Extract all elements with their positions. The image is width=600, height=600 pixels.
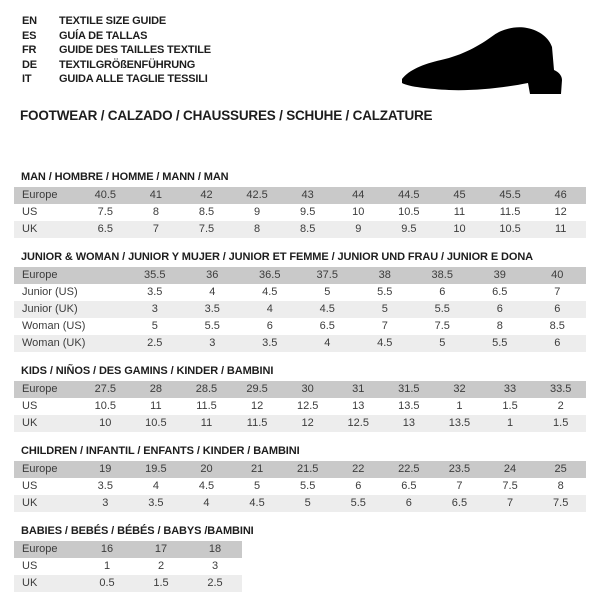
size-value: 9	[355, 223, 362, 235]
size-row	[14, 204, 586, 221]
section-title: MAN / HOMBRE / HOMME / MANN / MAN	[21, 170, 229, 183]
size-value: 1	[456, 400, 463, 412]
size-value: 9.5	[401, 223, 417, 235]
size-value: 11.5	[246, 417, 268, 429]
language-label: GUIDE DES TAILLES TEXTILE	[59, 44, 211, 56]
size-value: 25	[554, 463, 567, 475]
size-value: 7	[506, 497, 514, 509]
size-value: 5	[254, 480, 261, 492]
size-value: 46	[554, 189, 567, 201]
size-value: 38.5	[431, 269, 453, 281]
size-value: 40	[551, 269, 564, 281]
size-value: 6.5	[97, 223, 113, 235]
size-value: 3	[151, 303, 158, 315]
size-value: 5	[304, 497, 311, 509]
size-row	[14, 495, 586, 512]
size-value: 33	[503, 383, 517, 395]
size-value: 22	[352, 463, 365, 475]
size-row	[14, 221, 586, 238]
size-value: 11	[150, 400, 162, 412]
row-label: Europe	[22, 383, 58, 395]
size-value: 4	[152, 480, 159, 492]
size-value: 24	[503, 463, 517, 475]
size-value: 10.5	[398, 206, 420, 218]
size-value: 11	[554, 223, 567, 235]
language-code: DE	[22, 58, 37, 71]
size-value: 11	[453, 206, 466, 218]
size-value: 5	[439, 337, 446, 349]
size-value: 1	[103, 560, 111, 572]
size-value: 7.5	[198, 223, 215, 235]
size-value: 11	[200, 417, 213, 429]
size-value: 0.5	[99, 577, 115, 589]
size-table	[14, 381, 586, 432]
shoe-silhouette	[402, 27, 562, 94]
row-label: Junior (UK)	[22, 303, 78, 315]
size-value: 36.5	[259, 269, 281, 281]
row-label: UK	[22, 577, 38, 589]
language-label: GUIDA ALLE TAGLIE TESSILI	[59, 73, 208, 85]
size-value: 8.5	[198, 206, 215, 218]
size-value: 4	[209, 286, 216, 298]
size-value: 10.5	[94, 400, 116, 412]
language-code: IT	[22, 73, 32, 85]
size-section	[14, 525, 586, 592]
size-value: 12	[250, 400, 264, 412]
size-value: 8.5	[549, 320, 565, 332]
section-title: CHILDREN / INFANTIL / ENFANTS / KINDER / BAMBINI	[21, 444, 300, 457]
size-row	[14, 415, 586, 432]
size-value: 2	[557, 400, 564, 412]
language-label: TEXTILE SIZE GUIDE	[59, 15, 167, 27]
size-value: 7	[554, 286, 561, 298]
size-value: 5	[151, 320, 158, 332]
size-row	[14, 398, 586, 415]
size-value: 29.5	[246, 383, 268, 395]
size-value: 10	[352, 206, 365, 218]
size-value: 16	[100, 543, 114, 555]
size-value: 31	[352, 383, 365, 395]
row-label: UK	[22, 417, 38, 429]
size-value: 6.5	[492, 286, 508, 298]
size-value: 6	[266, 320, 273, 332]
size-value: 28.5	[195, 383, 218, 395]
size-tables	[14, 171, 586, 592]
size-value: 42.5	[246, 189, 268, 201]
size-row-europe	[14, 267, 586, 284]
size-value: 5.5	[350, 497, 366, 509]
shoe-icon	[396, 22, 574, 100]
size-value: 13	[402, 417, 415, 429]
size-value: 10	[99, 417, 112, 429]
size-value: 3.5	[147, 286, 163, 298]
size-table	[14, 541, 242, 592]
size-value: 2.5	[207, 577, 223, 589]
size-row-europe	[14, 541, 242, 558]
row-label: US	[22, 400, 38, 412]
size-value: 5.5	[204, 320, 220, 332]
row-label: UK	[22, 223, 38, 235]
row-label: Europe	[22, 463, 58, 475]
size-value: 5.5	[300, 480, 316, 492]
size-section	[14, 365, 586, 432]
size-value: 42	[200, 189, 213, 201]
size-value: 27.5	[94, 383, 116, 395]
row-label: Woman (UK)	[22, 337, 86, 349]
language-label: TEXTILGRÖßENFÜHRUNG	[59, 58, 196, 71]
size-row-europe	[14, 187, 586, 204]
size-value: 12	[554, 206, 567, 218]
size-value: 2.5	[147, 337, 163, 349]
size-row-europe	[14, 381, 586, 398]
size-table	[14, 187, 586, 238]
size-value: 12.5	[347, 417, 369, 429]
size-value: 37.5	[316, 269, 338, 281]
size-value: 5.5	[377, 286, 393, 298]
size-value: 4.5	[377, 337, 393, 349]
row-label: UK	[22, 497, 38, 509]
size-value: 13	[352, 400, 365, 412]
size-row	[14, 335, 586, 352]
size-row	[14, 558, 242, 575]
size-value: 9	[254, 206, 261, 218]
size-value: 13.5	[398, 400, 420, 412]
size-value: 20	[200, 463, 213, 475]
size-table	[14, 461, 586, 512]
size-value: 5	[381, 303, 388, 315]
row-label: Europe	[22, 189, 58, 201]
size-value: 21.5	[296, 463, 319, 475]
size-row	[14, 301, 586, 318]
size-value: 8	[152, 206, 159, 218]
row-label: US	[22, 206, 38, 218]
size-value: 3	[102, 497, 109, 509]
size-value: 6	[554, 303, 561, 315]
row-label: Woman (US)	[22, 320, 86, 332]
size-value: 10.5	[145, 417, 167, 429]
size-value: 12.5	[296, 400, 319, 412]
size-value: 8.5	[300, 223, 316, 235]
size-value: 3	[209, 337, 216, 349]
section-title: KIDS / NIÑOS / DES GAMINS / KINDER / BAMBINI	[21, 364, 274, 377]
size-value: 19	[99, 463, 112, 475]
size-value: 10	[453, 223, 466, 235]
size-value: 13.5	[448, 417, 471, 429]
size-value: 6.5	[451, 497, 468, 509]
size-value: 28	[149, 383, 163, 395]
size-value: 31.5	[398, 383, 420, 395]
size-value: 19.5	[145, 463, 167, 475]
size-row	[14, 478, 586, 495]
size-value: 5	[324, 286, 331, 298]
size-value: 4	[203, 497, 210, 509]
size-value: 7.5	[97, 206, 113, 218]
language-code: EN	[22, 15, 37, 27]
section-title: BABIES / BEBÉS / BÉBÉS / BABYS /BAMBINI	[21, 524, 254, 537]
size-section	[14, 171, 586, 238]
size-value: 8	[557, 480, 564, 492]
size-value: 6.5	[319, 320, 335, 332]
size-value: 3	[211, 560, 219, 572]
size-value: 6	[554, 337, 561, 349]
size-value: 7.5	[434, 320, 450, 332]
size-value: 1	[506, 417, 514, 429]
size-value: 1.5	[502, 400, 518, 412]
size-value: 38	[378, 269, 391, 281]
row-label: Europe	[22, 269, 58, 281]
section-title: JUNIOR & WOMAN / JUNIOR Y MUJER / JUNIOR ET FEMME / JUNIOR UND FRAU / JUNIOR E DONA	[21, 250, 534, 263]
size-value: 5.5	[492, 337, 508, 349]
size-value: 11.5	[196, 400, 217, 412]
size-row-europe	[14, 461, 586, 478]
size-value: 22.5	[398, 463, 420, 475]
row-label: US	[22, 480, 38, 492]
size-value: 7.5	[502, 480, 518, 492]
size-section	[14, 445, 586, 512]
language-code: ES	[22, 29, 37, 42]
size-value: 4.5	[198, 480, 215, 492]
size-value: 6	[439, 286, 446, 298]
size-value: 9.5	[300, 206, 316, 218]
size-value: 43	[301, 189, 314, 201]
category-title: FOOTWEAR / CALZADO / CHAUSSURES / SCHUHE / CALZATURE	[20, 107, 433, 123]
size-value: 44.5	[398, 189, 420, 201]
size-value: 3.5	[204, 303, 220, 315]
size-section	[14, 251, 586, 352]
size-row	[14, 575, 242, 592]
size-value: 11.5	[499, 206, 521, 218]
size-value: 8	[496, 320, 503, 332]
size-value: 44	[352, 189, 365, 201]
size-value: 6	[355, 480, 362, 492]
size-value: 2	[157, 560, 165, 572]
size-value: 3.5	[262, 337, 278, 349]
size-value: 5.5	[434, 303, 450, 315]
size-value: 7	[152, 223, 159, 235]
size-value: 7	[381, 320, 388, 332]
size-value: 45	[453, 189, 466, 201]
size-value: 36	[206, 269, 219, 281]
language-label: GUÍA DE TALLAS	[59, 29, 148, 42]
size-value: 6	[405, 497, 412, 509]
size-value: 21	[250, 463, 264, 475]
size-value: 32	[453, 383, 466, 395]
size-table	[14, 267, 586, 352]
size-value: 7	[456, 480, 463, 492]
size-value: 1.5	[553, 417, 569, 429]
row-label: US	[22, 560, 38, 572]
size-value: 3.5	[148, 497, 164, 509]
size-value: 45.5	[499, 189, 521, 201]
size-value: 33.5	[549, 383, 572, 395]
size-value: 3.5	[97, 480, 113, 492]
size-value: 12	[301, 417, 314, 429]
size-value: 8	[254, 223, 261, 235]
size-value: 40.5	[94, 189, 116, 201]
size-value: 4.5	[319, 303, 335, 315]
size-value: 4.5	[262, 286, 278, 298]
size-value: 4	[266, 303, 273, 315]
size-row	[14, 284, 586, 301]
row-label: Europe	[22, 543, 58, 555]
size-value: 4	[324, 337, 331, 349]
size-value: 18	[208, 543, 222, 555]
size-value: 35.5	[144, 269, 166, 281]
size-value: 17	[154, 543, 168, 555]
language-code: FR	[22, 44, 37, 56]
size-value: 23.5	[448, 463, 471, 475]
size-value: 4.5	[249, 497, 265, 509]
size-value: 39	[493, 269, 506, 281]
size-row	[14, 318, 586, 335]
size-value: 6.5	[401, 480, 417, 492]
size-value: 1.5	[153, 577, 169, 589]
size-value: 41	[149, 189, 163, 201]
size-value: 6	[496, 303, 503, 315]
row-label: Junior (US)	[22, 286, 78, 298]
size-value: 30	[301, 383, 314, 395]
size-value: 10.5	[499, 223, 521, 235]
size-value: 7.5	[553, 497, 569, 509]
